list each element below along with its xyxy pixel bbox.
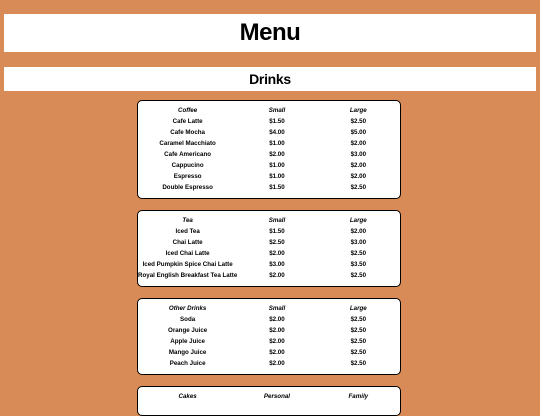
menu-row <box>138 325 400 336</box>
menu-card-cakes <box>137 386 401 416</box>
menu-card-coffee <box>137 100 401 199</box>
item-price-small: $2.00 <box>269 272 285 279</box>
menu-row <box>138 226 400 237</box>
item-name: Orange Juice <box>168 327 208 334</box>
item-price-small: $1.00 <box>269 140 285 147</box>
menu-row <box>138 160 400 171</box>
menu-card-other-drinks <box>137 298 401 375</box>
card-header-row <box>138 303 400 314</box>
menu-row <box>138 336 400 347</box>
column-header-small: Small <box>268 107 286 114</box>
item-price-small: $1.50 <box>269 118 285 125</box>
column-header-family: Family <box>348 393 369 400</box>
item-price-small: $1.00 <box>269 173 285 180</box>
column-header-large: Large <box>349 305 367 312</box>
item-price-large: $3.00 <box>350 239 367 246</box>
menu-row <box>138 237 400 248</box>
menu-row <box>138 171 400 182</box>
menu-row <box>138 259 400 270</box>
item-price-large: $2.50 <box>350 349 367 356</box>
menu-row <box>138 270 400 281</box>
item-price-small: $2.00 <box>269 349 285 356</box>
item-price-large: $3.50 <box>350 261 367 268</box>
item-price-large: $2.00 <box>350 228 367 235</box>
item-price-small: $1.50 <box>269 184 285 191</box>
item-name: Double Espresso <box>162 184 213 191</box>
item-name: Mango Juice <box>168 349 207 356</box>
section-heading-drinks: Drinks <box>4 67 536 91</box>
item-price-large: $2.50 <box>350 118 367 125</box>
menu-row <box>138 347 400 358</box>
card-header-row <box>138 391 400 402</box>
item-price-large: $2.50 <box>350 338 367 345</box>
item-name: Soda <box>180 316 196 323</box>
item-price-large: $2.50 <box>350 272 367 279</box>
item-price-small: $1.00 <box>269 162 285 169</box>
item-name: Espresso <box>173 173 202 180</box>
item-price-large: $2.50 <box>350 250 367 257</box>
card-header-row <box>138 105 400 116</box>
column-header-category: Other Drinks <box>168 305 207 312</box>
item-price-large: $5.00 <box>350 129 367 136</box>
menu-row <box>138 182 400 193</box>
item-price-large: $2.00 <box>350 173 367 180</box>
item-name: Cappucino <box>171 162 204 169</box>
item-price-small: $1.50 <box>269 228 285 235</box>
item-price-large: $2.50 <box>350 316 367 323</box>
card-header-row <box>138 215 400 226</box>
page-title: Menu <box>4 14 536 52</box>
item-price-large: $2.00 <box>350 140 367 147</box>
item-price-large: $2.50 <box>350 360 367 367</box>
item-price-large: $2.00 <box>350 162 367 169</box>
item-name: Cafe Latte <box>172 118 203 125</box>
column-header-category: Tea <box>182 217 193 224</box>
item-name: Cafe Mocha <box>170 129 205 136</box>
item-price-small: $2.00 <box>269 250 285 257</box>
menu-row <box>138 127 400 138</box>
item-price-large: $2.50 <box>350 327 367 334</box>
item-price-small: $2.00 <box>269 338 285 345</box>
item-name: Peach Juice <box>169 360 206 367</box>
item-name: Caramel Macchiato <box>159 140 216 147</box>
item-price-small: $4.00 <box>269 129 285 136</box>
item-price-small: $3.00 <box>269 261 285 268</box>
column-header-personal: Personal <box>263 393 291 400</box>
item-name: Iced Pumpkin Spice Chai Latte <box>142 261 233 268</box>
item-price-small: $2.50 <box>269 239 285 246</box>
item-name: Iced Chai Latte <box>165 250 210 257</box>
item-name: Iced Tea <box>175 228 200 235</box>
column-header-large: Large <box>349 107 367 114</box>
item-price-small: $2.00 <box>269 327 285 334</box>
menu-row <box>138 116 400 127</box>
column-header-category: Cakes <box>178 393 197 400</box>
item-price-small: $2.00 <box>269 316 285 323</box>
item-price-small: $2.00 <box>269 151 285 158</box>
item-price-small: $2.00 <box>269 360 285 367</box>
menu-card-tea <box>137 210 401 287</box>
item-price-large: $3.00 <box>350 151 367 158</box>
item-name: Chai Latte <box>172 239 203 246</box>
menu-row <box>138 358 400 369</box>
item-name: Cafe Americano <box>164 151 212 158</box>
menu-row <box>138 138 400 149</box>
menu-row <box>138 314 400 325</box>
item-price-large: $2.50 <box>350 184 367 191</box>
column-header-category: Coffee <box>178 107 198 114</box>
column-header-large: Large <box>349 217 367 224</box>
item-name: Royal English Breakfast Tea Latte <box>138 272 238 279</box>
menu-row <box>138 149 400 160</box>
menu-row <box>138 248 400 259</box>
column-header-small: Small <box>268 305 286 312</box>
item-name: Apple Juice <box>170 338 205 345</box>
column-header-small: Small <box>268 217 286 224</box>
